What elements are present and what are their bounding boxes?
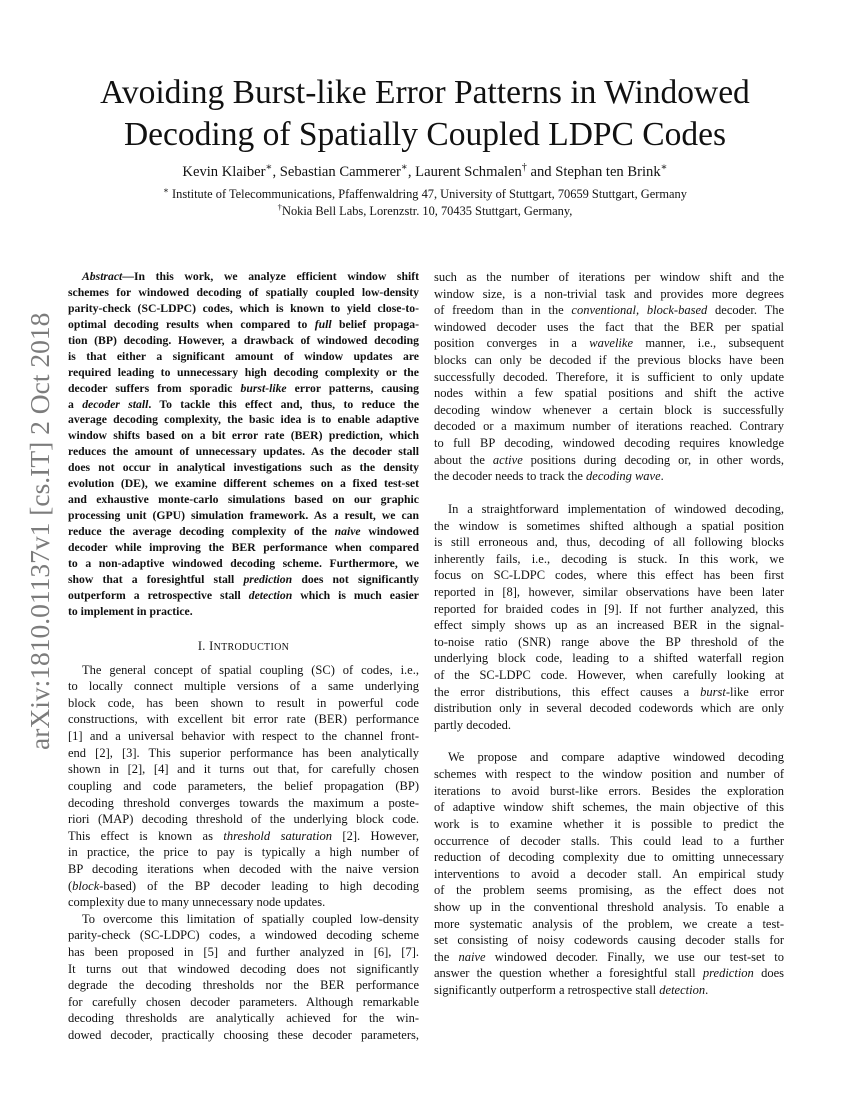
text-line: significantly outperform a retrospective stall detection. [434, 982, 709, 997]
text-line: decoded or a maximum number of iterations reached. Contrary [434, 419, 784, 434]
text-line: answer the question whether a foresightful stall prediction does [434, 966, 784, 981]
text-line: interventions to avoid a decoder stall. An empirical study [434, 866, 784, 881]
text-line: of adaptive window shift schemes, the main objective of this [434, 800, 784, 815]
text-line: In a straightforward implementation of windowed decoding, [448, 501, 784, 516]
text-line: complexity due to many unnecessary node updates. [68, 895, 326, 910]
text-line: inherently fails, i.e., decoding is stuck. In this work, we [434, 551, 784, 566]
text-line: the naive windowed decoder. Finally, we use our test-set to [434, 949, 784, 964]
text-line: of freedom than in the conventional, block-based decoder. The [434, 303, 784, 318]
text-line: riori (MAP) decoding threshold of the underlying block code. [68, 812, 419, 827]
text-line: degrade the decoding thresholds nor the BER performance [68, 978, 419, 993]
text-line: to a non-adaptive windowed decoding scheme. Furthermore, we [68, 556, 419, 570]
author-separator: , [407, 164, 416, 180]
paragraph [434, 749, 784, 998]
text-line: processing unit (GPU) simulation framework. As a result, we can [68, 509, 419, 523]
text-line: window shifts based on a bit error rate (BER) prediction, which [68, 429, 419, 443]
text-line: iterations to avoid burst-like errors. Besides the exploration [434, 783, 784, 798]
text-line: block code, has been shown to result in powerful code [68, 695, 419, 710]
text-line: decoder suffers from sporadic burst-like error patterns, causing [68, 381, 419, 395]
text-line: dowed decoder, practically choosing these decoder parameters, [68, 1028, 419, 1043]
text-line: optimal decoding results when compared to full belief propaga- [68, 317, 419, 331]
text-line: schemes for windowed decoding of spatially coupled low-density [68, 285, 419, 299]
author-list [60, 163, 790, 182]
text-line: reduce the average decoding complexity of the naive windowed [68, 525, 419, 538]
text-line: This effect is known as threshold saturation [2]. However, [68, 828, 419, 843]
text-line: blocks can only be decoded if the previous blocks have been [434, 353, 784, 368]
text-line: of the problem seems promising, as the effect does not [434, 883, 784, 898]
right-column [434, 269, 784, 999]
text-line: window size, is a non-trivial task and provides more degrees [434, 286, 784, 301]
author-separator: and [526, 164, 556, 180]
author-separator: , [272, 164, 280, 180]
text-line: The general concept of spatial coupling (SC) of codes, i.e., [82, 662, 419, 677]
text-line: set consisting of noisy codewords causing decoder stalls for [434, 933, 784, 948]
section-initial: I [209, 638, 214, 653]
text-line: is that either a significant amount of window updates are [68, 349, 419, 363]
paragraph [68, 911, 419, 1044]
left-column [68, 269, 419, 1044]
text-line: to locally connect multiple versions of a same underlying [68, 679, 419, 694]
affiliation-text: Nokia Bell Labs, Lorenzstr. 10, 70435 Stuttgart, Germany, [282, 204, 573, 218]
text-line: BP decoding iterations when decoded with the naive version [68, 861, 419, 876]
text-line: It turns out that windowed decoding does not significantly [68, 961, 419, 976]
text-line: show up in the conventional threshold analysis. To enable a [434, 899, 784, 914]
section-number: I. [197, 638, 210, 653]
text-line: effect simply shows up as an increased BER in the signal- [434, 618, 784, 633]
text-line: show that a foresightful stall prediction does not significantly [68, 572, 419, 586]
text-line: reduction of decoding complexity due to omitting unnecessary [434, 850, 784, 865]
text-line: constructions, with excellent bit error rate (BER) performance [68, 712, 419, 727]
text-line: average decoding complexity, the basic idea is to enable adaptive [68, 413, 419, 427]
author-name: Stephan ten Brink [555, 164, 661, 180]
text-line: work is to examine whether it is possible to predict the [434, 816, 784, 831]
text-line: decoding threshold converges towards the maximum a poste- [68, 795, 419, 810]
text-line: We propose and compare adaptive windowed decoding [448, 750, 784, 765]
affiliation-mark: ∗ [163, 184, 169, 195]
text-line: schemes with respect to the window position and number of [434, 767, 784, 782]
paragraph [68, 662, 419, 911]
text-line: shown in [2], [4] and it turns out that, for carefully chosen [68, 762, 419, 777]
text-line: occurrence of decoder stalls. This could lead to a further [434, 833, 784, 848]
affiliation-text: Institute of Telecommunications, Pfaffenwaldring 47, University of Stuttgart, 70659 Stuttgart, Germany [168, 187, 687, 201]
text-line: for carefully chosen decoder parameters. Although remarkable [68, 994, 419, 1009]
text-line: To overcome this limitation of spatially coupled low-density [82, 911, 419, 926]
affiliation-mark: ∗ [400, 162, 408, 174]
text-line: coupling and code parameters, the belief propagation (BP) [68, 778, 419, 793]
text-line: partly decoded. [434, 717, 512, 732]
paragraph [434, 269, 784, 485]
text-line: the window is sometimes shifted although a spatial position [434, 518, 784, 533]
text-line: outperform a retrospective stall detection which is much easier [68, 588, 419, 602]
text-line: reduces the amount of unnecessary updates. As the decoder stall [68, 445, 419, 459]
text-line: windowed decoder uses the fact that the BER per spatial [434, 319, 784, 334]
text-line: distribution only in several decoded codewords which are only [434, 701, 784, 716]
text-line: in practice, the price to pay is typically a high number of [68, 845, 419, 860]
text-line: focus on SC-LDPC codes, where this effect has been first [434, 568, 784, 583]
text-line: of the SC-LDPC code. However, when carefully looking at [434, 668, 784, 683]
text-line: successfully decoded. Therefore, it is sufficient to only update [434, 369, 784, 384]
text-line: to full BP decoding, windowed decoding requires knowledge [434, 436, 784, 451]
text-line: Abstract—In this work, we analyze efficient window shift [82, 270, 419, 283]
title-line: Avoiding Burst-like Error Patterns in Windowed [100, 74, 750, 111]
section-heading [68, 638, 419, 655]
text-line: tion (BP) decoding. However, a drawback of windowed decoding [68, 333, 419, 347]
author-name: Kevin Klaiber [182, 164, 266, 180]
text-line: about the active positions during decoding or, in other words, [434, 452, 784, 467]
arxiv-stamp: arXiv:1810.01137v1 [cs.IT] 2 Oct 2018 [24, 312, 55, 750]
text-line: underlying block code, leading to a shifted waterfall region [434, 651, 784, 666]
text-line: more systematic analysis of the problem, we create a test- [434, 916, 784, 931]
text-line: has been proposed in [5] and further analyzed in [6], [7]. [68, 944, 419, 959]
text-line: such as the number of iterations per window shift and the [434, 270, 784, 284]
text-line: end [2], [3]. This superior performance has been analytically [68, 745, 419, 760]
section-rest: NTRODUCTION [213, 641, 290, 653]
author-name: Sebastian Cammerer [279, 164, 401, 180]
affiliation [60, 186, 790, 203]
text-line: decoder while improving the BER performance when compared [68, 540, 419, 554]
author-name: Laurent Schmalen [415, 164, 522, 180]
text-line: decoding window whenever a certain block is successfully [434, 402, 784, 417]
title-line: Decoding of Spatially Coupled LDPC Codes [123, 116, 727, 153]
affiliation-mark: † [521, 162, 527, 174]
text-line: does not occur in analytical investigations such as the density [68, 461, 419, 475]
affiliation-mark: † [277, 201, 282, 212]
text-line: the error distributions, this effect causes a burst-like error [434, 684, 784, 699]
text-line: to implement in practice. [68, 604, 193, 618]
text-line: required leading to unnecessary high decoding complexity or the [68, 365, 419, 379]
affiliation-mark: ∗ [265, 162, 273, 174]
text-line: parity-check (SC-LDPC) codes, which is known to yield close-to- [68, 301, 419, 315]
text-line: is still erroneous and, thus, decoding of all following blocks [434, 535, 784, 550]
text-line: a decoder stall. To tackle this effect and, thus, to reduce the [68, 397, 420, 411]
text-line: to-noise ratio (SNR) range above the BP threshold of the [434, 634, 784, 649]
text-line: parity-check (SC-LDPC) codes, a windowed decoding scheme [68, 928, 419, 943]
text-line: position converges in a wavelike manner, i.e., subsequent [434, 336, 784, 351]
affiliation [60, 203, 790, 220]
text-line: the decoder needs to track the decoding wave. [434, 469, 664, 484]
text-line: [1] and a universal behavior with respect to the channel front- [68, 729, 419, 744]
affiliation-mark: ∗ [660, 162, 668, 174]
text-line: and exhaustive monte-carlo simulations based on our graphic [68, 493, 419, 507]
paragraph [434, 501, 784, 734]
paper-title [60, 72, 790, 156]
text-line: nodes within a few spatial positions and shift the active [434, 386, 784, 401]
text-line: evolution (DE), we examine different schemes on a fixed test-set [68, 477, 419, 491]
text-line: (block-based) of the BP decoder leading to high decoding [68, 878, 419, 893]
text-line: reported for braided codes in [9]. If not further analyzed, this [434, 601, 784, 616]
abstract [68, 269, 419, 620]
text-line: decoding thresholds are analytically achieved for the win- [68, 1011, 419, 1026]
text-line: reported in [8], however, similar observations have been later [434, 584, 784, 599]
